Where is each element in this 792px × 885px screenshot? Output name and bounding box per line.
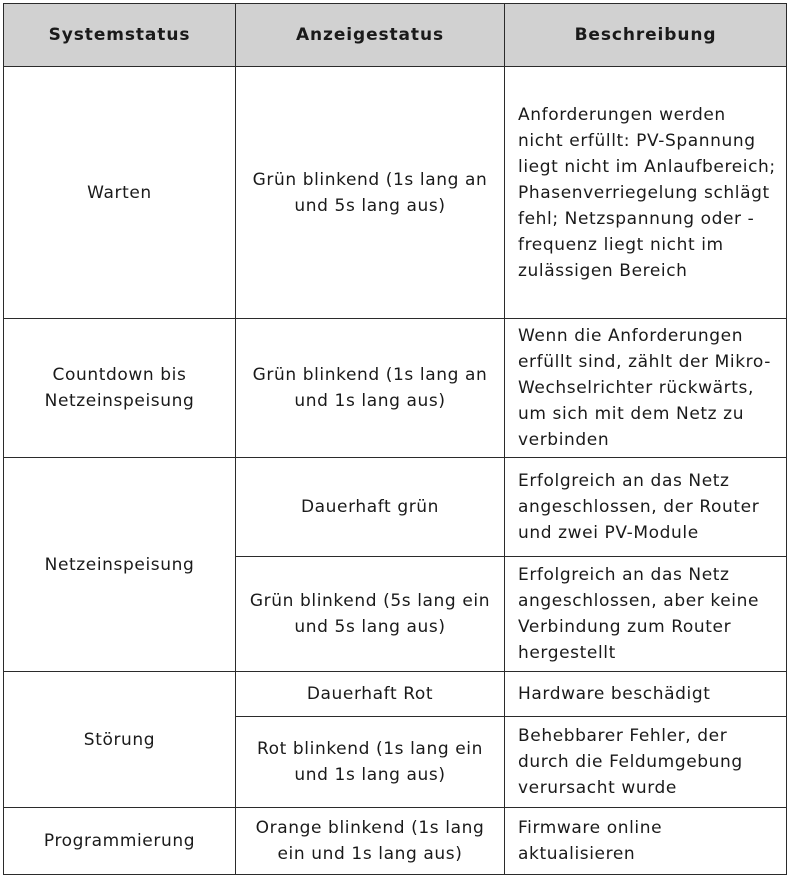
display-status-cell: Grün blinkend (1s lang an und 1s lang aus) (236, 319, 505, 458)
description-cell: Erfolgreich an das Netz angeschlossen, aber keine Verbindung zum Router hergestellt (505, 557, 787, 672)
display-status-cell: Orange blinkend (1s lang ein und 1s lang aus) (236, 808, 505, 875)
system-status-cell: Störung (4, 672, 236, 808)
status-table-container (3, 3, 786, 875)
description-cell: Hardware beschädigt (505, 672, 787, 717)
system-status-cell: Warten (4, 67, 236, 319)
table-body (4, 67, 787, 875)
description-cell: Wenn die Anforderungen erfüllt sind, zählt der Mikro-Wechselrichter rückwärts, um sich mit dem Netz zu verbinden (505, 319, 787, 458)
header-anzeigestatus: Anzeigestatus (236, 4, 505, 67)
display-status-cell: Dauerhaft grün (236, 458, 505, 557)
display-status-cell: Grün blinkend (1s lang an und 5s lang aus) (236, 67, 505, 319)
description-cell: Firmware online aktualisieren (505, 808, 787, 875)
table-row (4, 319, 787, 458)
table-header (4, 4, 787, 67)
header-row (4, 4, 787, 67)
description-cell: Anforderungen werden nicht erfüllt: PV-Spannung liegt nicht im Anlaufbereich; Phasenverriegelung schlägt fehl; Netzspannung oder -frequenz liegt nicht im zulässigen Bereich (505, 67, 787, 319)
table-row (4, 672, 787, 717)
header-beschreibung: Beschreibung (505, 4, 787, 67)
table-row (4, 458, 787, 557)
display-status-cell: Dauerhaft Rot (236, 672, 505, 717)
system-status-cell: Programmierung (4, 808, 236, 875)
table-row (4, 67, 787, 319)
system-status-cell: Netzeinspeisung (4, 458, 236, 672)
description-cell: Behebbarer Fehler, der durch die Feldumgebung verursacht wurde (505, 717, 787, 808)
table-row (4, 808, 787, 875)
display-status-cell: Rot blinkend (1s lang ein und 1s lang aus) (236, 717, 505, 808)
description-cell: Erfolgreich an das Netz angeschlossen, der Router und zwei PV-Module (505, 458, 787, 557)
display-status-cell: Grün blinkend (5s lang ein und 5s lang aus) (236, 557, 505, 672)
system-status-cell: Countdown bis Netzeinspeisung (4, 319, 236, 458)
header-systemstatus: Systemstatus (4, 4, 236, 67)
status-table (3, 3, 787, 875)
